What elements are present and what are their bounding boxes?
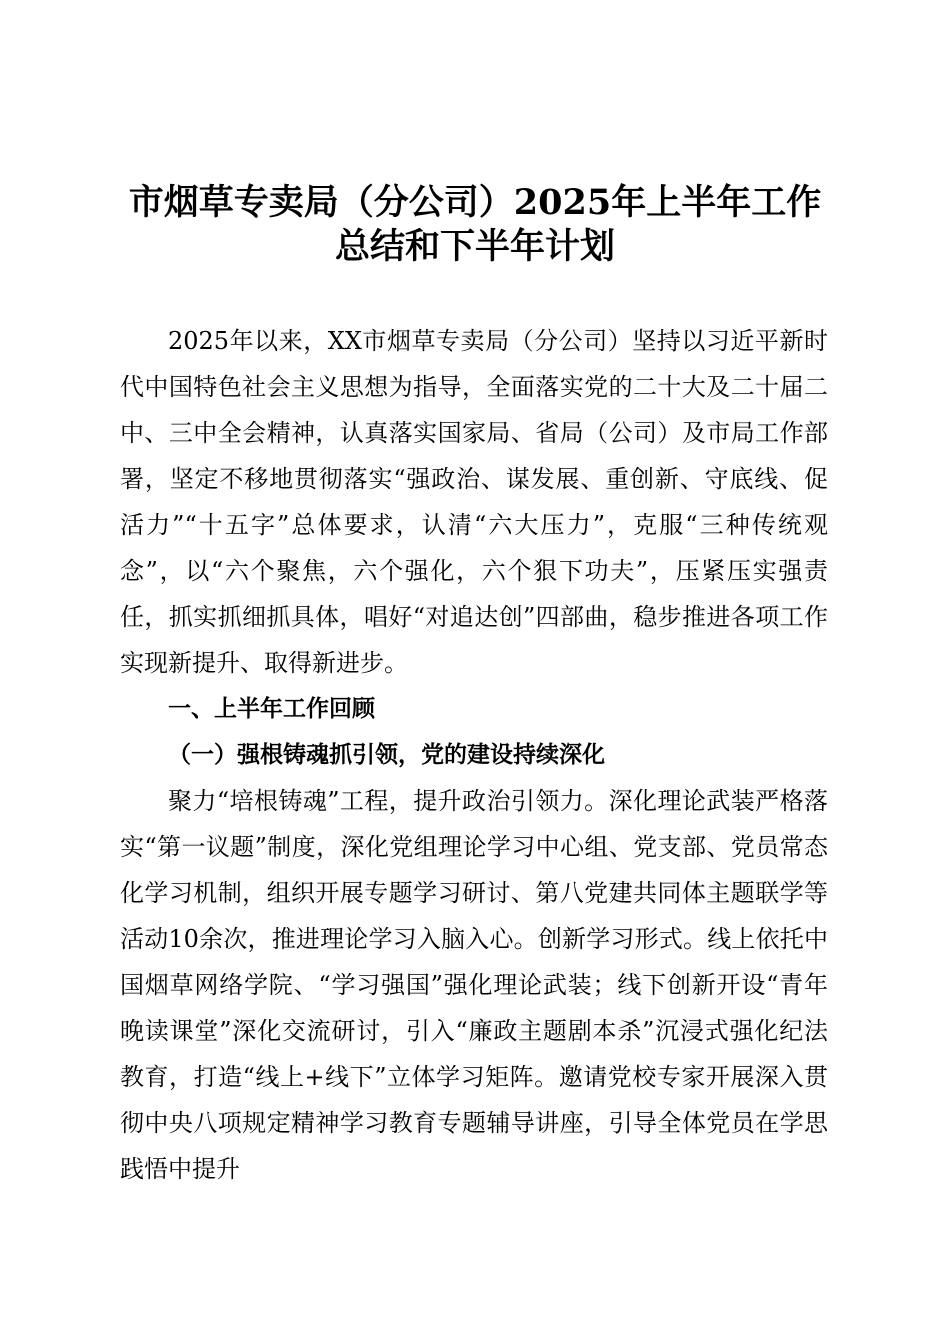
document-title-line1: 市烟草专卖局（分公司）2025年上半年工作: [128, 182, 822, 223]
intro-paragraph: 2025年以来，XX市烟草专卖局（分公司）坚持以习近平新时代中国特色社会主义思想为指导，全面落实党的二十大及二十届二中、三中全会精神，认真落实国家局、省局（公司）及市局工作部署，坚定不移地贯彻落实“强政治、谋发展、重创新、守底线、促活力”“十五字”总体要求，认清“六大压力”，克服“三种传统观念”，以“六个聚焦，六个强化，六个狠下功夫”，压紧压实强责任，抓实抓细抓具体，唱好“对追达创”四部曲，稳步推进各项工作实现新提升、取得新进步。: [120, 327, 828, 677]
section-heading: 一、上半年工作回顾: [168, 696, 375, 722]
document-body: [120, 318, 828, 1192]
body-paragraph: 聚力“培根铸魂”工程，提升政治引领力。深化理论武装严格落实“第一议题”制度，深化党组理论学习中心组、党支部、党员常态化学习机制，组织开展专题学习研讨、第八党建共同体主题联学等活动10余次，推进理论学习入脑入心。创新学习形式。线上依托中国烟草网络学院、“学习强国”强化理论武装；线下创新开设“青年晚读课堂”深化交流研讨，引入“廉政主题剧本杀”沉浸式强化纪法教育，打造“线上+线下”立体学习矩阵。邀请党校专家开展深入贯彻中央八项规定精神学习教育专题辅导讲座，引导全体党员在学思践悟中提升: [120, 787, 828, 1183]
document-title-line2: 总结和下半年计划: [334, 226, 615, 267]
subsection-heading: （一）强根铸魂抓引领，党的建设持续深化: [168, 741, 605, 768]
